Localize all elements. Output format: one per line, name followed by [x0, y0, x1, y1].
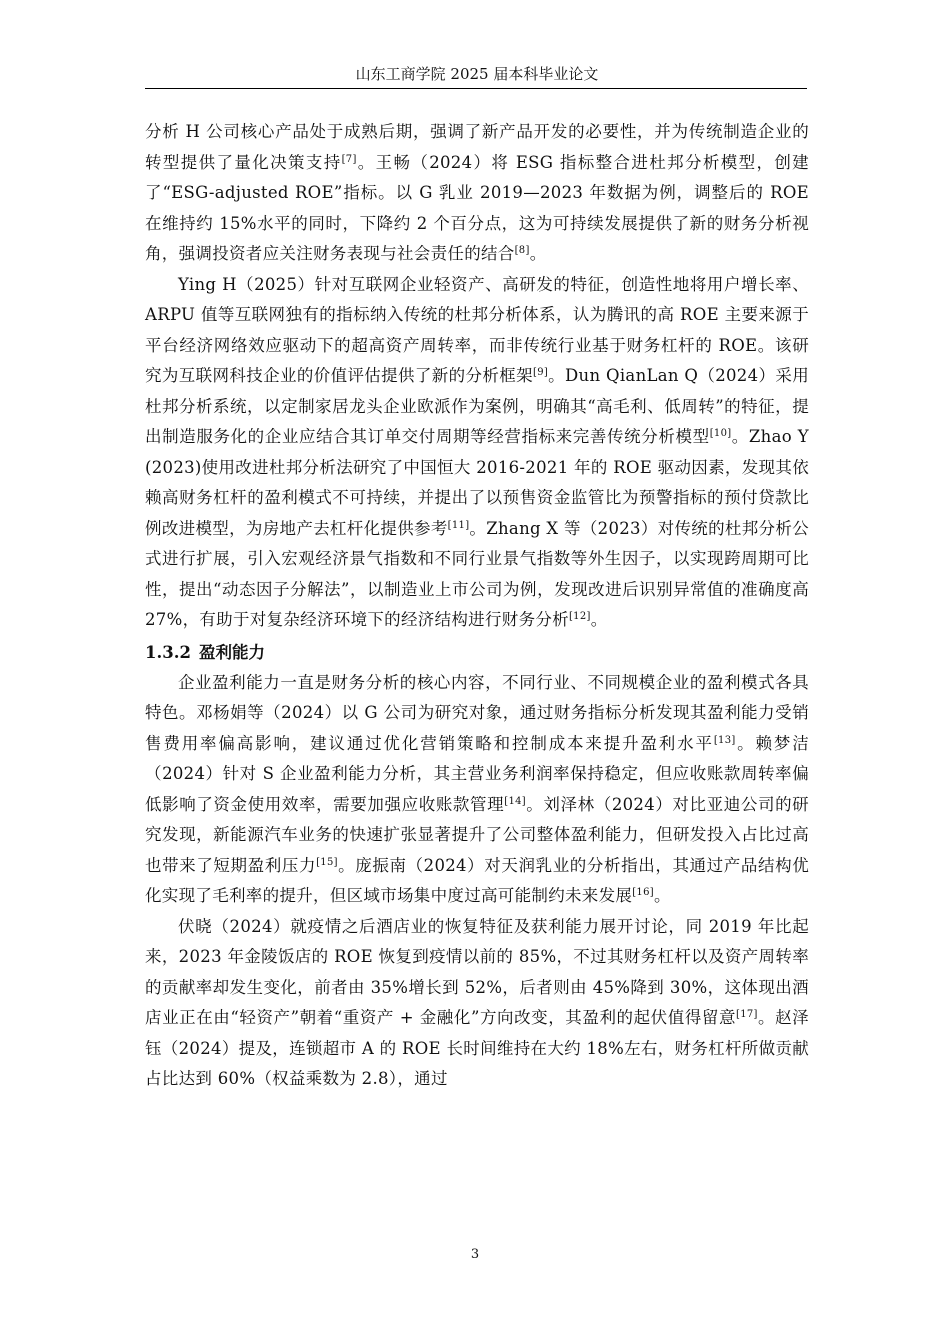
body-paragraph — [145, 912, 809, 1095]
body-paragraph — [145, 668, 809, 912]
paragraph-text: 企业盈利能力一直是财务分析的核心内容，不同行业、不同规模企业的盈利模式各具特色。邓杨娟等（2024）以 G 公司为研究对象，通过财务指标分析发现其盈利能力受销售费用率偏高影响，建议通过优化营销策略和控制成本来提升盈利水平 — [145, 672, 809, 753]
citation-ref: [9] — [533, 367, 549, 378]
paragraph-text: 。赖梦洁（2024）针对 S 企业盈利能力分析，其主营业务利润率保持稳定，但应收账款周转率偏低影响了资金使用效率，需要加强应收账款管理 — [145, 733, 809, 814]
paragraph-text: 。Zhang X 等（2023）对传统的杜邦分析公式进行扩展，引入宏观经济景气指数和不同行业景气指数等外生因子，以实现跨周期可比性，提出“动态因子分解法”，以制造业上市公司为例，发现改进后识别异常值的准确度高 27%，有助于对复杂经济环境下的经济结构进行财务分析 — [145, 518, 809, 629]
section-heading — [145, 638, 809, 668]
section-title: 盈利能力 — [198, 642, 265, 662]
citation-ref: [12] — [568, 611, 591, 622]
paragraph-text: 。 — [590, 610, 608, 629]
paragraph-text: 分析 H 公司核心产品处于成熟后期，强调了新产品开发的必要性，并为传统制造企业的转型提供了量化决策支持 — [145, 122, 809, 172]
citation-ref: [15] — [316, 856, 338, 868]
paragraph-text: 伏晓（2024）就疫情之后酒店业的恢复特征及获利能力展开讨论，同 2019 年比起来，2023 年金陵饭店的 ROE 恢复到疫情以前的 85%，不过其财务杠杆以及资产周转率的贡献率却发生变化，前者由 35%增长到 52%，后者则由 45%降到 30%，这体现出酒店业正在由“轻资产”朝着“重资产 + 金融化”方向改变，其盈利的起伏值得留意 — [145, 916, 809, 1027]
section-number: 1.3.2 — [145, 642, 191, 662]
paragraph-text: 。赵泽钰（2024）提及，连锁超市 A 的 ROE 长时间维持在大约 18%左右，财务杠杆所做贡献占比达到 60%（权益乘数为 2.8），通过 — [145, 1008, 809, 1088]
citation-ref: [13] — [713, 734, 736, 746]
citation-ref: [7] — [341, 153, 357, 165]
citation-ref: [14] — [504, 795, 526, 807]
page-number: 3 — [470, 1247, 480, 1262]
citation-ref: [16] — [632, 887, 654, 898]
paragraph-text: 。刘泽林（2024）对比亚迪公司的研究发现，新能源汽车业务的快速扩张显著提升了公司整体盈利能力，但研发投入占比过高也带来了短期盈利压力 — [145, 794, 809, 875]
citation-ref: [17] — [736, 1009, 758, 1020]
citation-ref: [8] — [514, 245, 530, 256]
paragraph-text: 。庞振南（2024）对天润乳业的分析指出，其通过产品结构优化实现了毛利率的提升，但区域市场集中度过高可能制约未来发展 — [145, 855, 809, 905]
paragraph-text: 。 — [529, 244, 547, 263]
citation-ref: [11] — [447, 519, 470, 531]
paragraph-group-1 — [145, 117, 809, 636]
document-body — [145, 117, 809, 1095]
paragraph-text: 。王畅（2024）将 ESG 指标整合进杜邦分析模型，创建了“ESG-adjusted ROE”指标。以 G 乳业 2019—2023 年数据为例，调整后的 ROE 在维持约 15%水平的同时，下降约 2 个百分点，这为可持续发展提供了新的财务分析视角，强调投资者应关注财务表现与社会责任的结合 — [145, 152, 809, 263]
body-paragraph — [145, 270, 809, 636]
paragraph-group-2 — [145, 668, 809, 1095]
citation-ref: [10] — [709, 428, 732, 439]
paragraph-text: 。Dun QianLan Q（2024）采用杜邦分析系统，以定制家居龙头企业欧派作为案例，明确其“高毛利、低周转”的特征，提出制造服务化的企业应结合其订单交付周期等经营指标来完善传统分析模型 — [145, 366, 810, 446]
header-rule — [145, 88, 807, 89]
paragraph-text: 。 — [653, 886, 671, 905]
paragraph-text: Ying H（2025）针对互联网企业轻资产、高研发的特征，创造性地将用户增长率、ARPU 值等互联网独有的指标纳入传统的杜邦分析体系，认为腾讯的高 ROE 主要来源于平台经济网络效应驱动下的超高资产周转率，而非传统行业基于财务杠杆的 ROE。该研究为互联网科技企业的价值评估提供了新的分析框架 — [145, 274, 809, 385]
running-header: 山东工商学院 2025 届本科毕业论文 — [355, 65, 599, 83]
body-paragraph — [145, 117, 809, 270]
paragraph-text: 。Zhao Y (2023)使用改进杜邦分析法研究了中国恒大 2016-2021 年的 ROE 驱动因素，发现其依赖高财务杠杆的盈利模式不可持续，并提出了以预售资金监管比为预警指标的预付贷款比例改进模型，为房地产去杠杆化提供参考 — [145, 427, 809, 538]
